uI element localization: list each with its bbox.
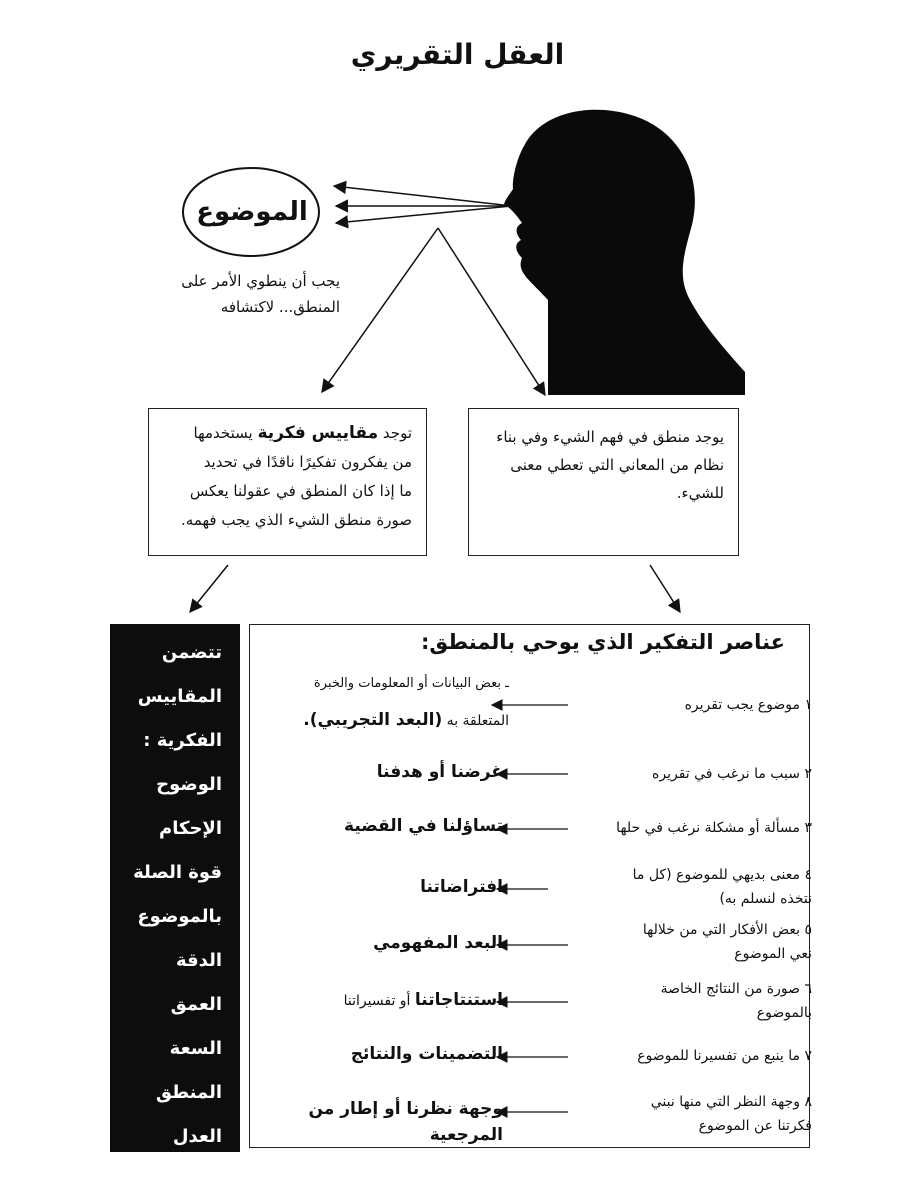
- element-result-8: وجهة نظرنا أو إطار من المرجعية: [308, 1099, 503, 1145]
- standards-box-line4: صورة منطق الشيء الذي يجب فهمه.: [181, 511, 412, 529]
- element-label-3: ٣ مسألة أو مشكلة نرغب في حلها: [616, 820, 812, 836]
- element-result-2: غرضنا أو هدفنا: [376, 762, 503, 782]
- standards-item: بالموضوع: [137, 906, 222, 927]
- element-result-1-line2: المتعلقة به (البعد التجريبي).: [303, 710, 509, 730]
- logic-note-line2: المنطق... لاكتشافه: [220, 298, 340, 316]
- elements-heading: عناصر التفكير الذي يوحي بالمنطق:: [420, 630, 785, 654]
- logic-note-line1: يجب أن ينطوي الأمر على: [181, 272, 340, 290]
- standards-item: المنطق: [155, 1082, 222, 1103]
- standards-item: العدل: [172, 1126, 222, 1147]
- element-label-1: ١ موضوع يجب تقريره: [684, 697, 812, 713]
- logic-box-line2: نظام من المعاني التي تعطي معنى: [510, 456, 724, 474]
- logic-box-line1: يوجد منطق في فهم الشيء وفي بناء: [496, 428, 724, 446]
- standards-item: الوضوح: [156, 774, 222, 795]
- element-label-2: ٢ سبب ما نرغب في تقريره: [652, 766, 812, 782]
- element-result-3: تساؤلنا في القضية: [344, 816, 503, 836]
- logic-box-line3: للشيء.: [676, 484, 724, 502]
- page-title: العقل التقريري: [350, 38, 565, 71]
- standards-box: [148, 408, 427, 556]
- element-result-6: استنتاجاتنا أو تفسيراتنا: [343, 990, 503, 1010]
- standards-item: الفكرية :: [143, 730, 222, 751]
- element-label-6: ٦ صورة من النتائج الخاصة بالموضوع: [660, 981, 812, 1021]
- standards-box-line2: من يفكرون تفكيرًا ناقدًا في تحديد: [203, 453, 412, 471]
- subject-label: الموضوع: [196, 197, 308, 227]
- standards-item: تتضمن: [161, 642, 222, 663]
- standards-item: السعة: [169, 1038, 222, 1059]
- element-label-5: ٥ بعض الأفكار التي من خلالها نعي الموضوع: [642, 922, 812, 962]
- standards-box-line1: توجد مقاييس فكرية يستخدمها: [193, 423, 412, 443]
- standards-box-line3: ما إذا كان المنطق في عقولنا يعكس: [189, 482, 412, 500]
- logic-box: [468, 408, 739, 556]
- standards-item: العمق: [170, 994, 222, 1015]
- element-label-8: ٨ وجهة النظر التي منها نبني فكرتنا عن الموضوع: [650, 1094, 812, 1134]
- logic-note: [150, 268, 340, 320]
- standards-item: المقاييس: [137, 686, 222, 707]
- standards-item: الإحكام: [159, 818, 222, 839]
- element-result-5: البعد المفهومي: [373, 933, 503, 953]
- element-result-7: التضمينات والنتائج: [350, 1044, 503, 1064]
- element-label-4: ٤ معنى بديهي للموضوع (كل ما نتخذه لنسلم به): [632, 867, 812, 907]
- standards-item: الدقة: [175, 950, 222, 971]
- standards-item: قوة الصلة: [133, 862, 222, 883]
- element-label-7: ٧ ما ينبع من تفسيرنا للموضوع: [637, 1048, 812, 1064]
- element-result-4: افتراضاتنا: [420, 877, 503, 897]
- intellectual-standards-panel: [110, 624, 240, 1152]
- element-result-1-line1: ـ بعض البيانات أو المعلومات والخبرة: [313, 676, 509, 691]
- head-silhouette: [504, 110, 745, 395]
